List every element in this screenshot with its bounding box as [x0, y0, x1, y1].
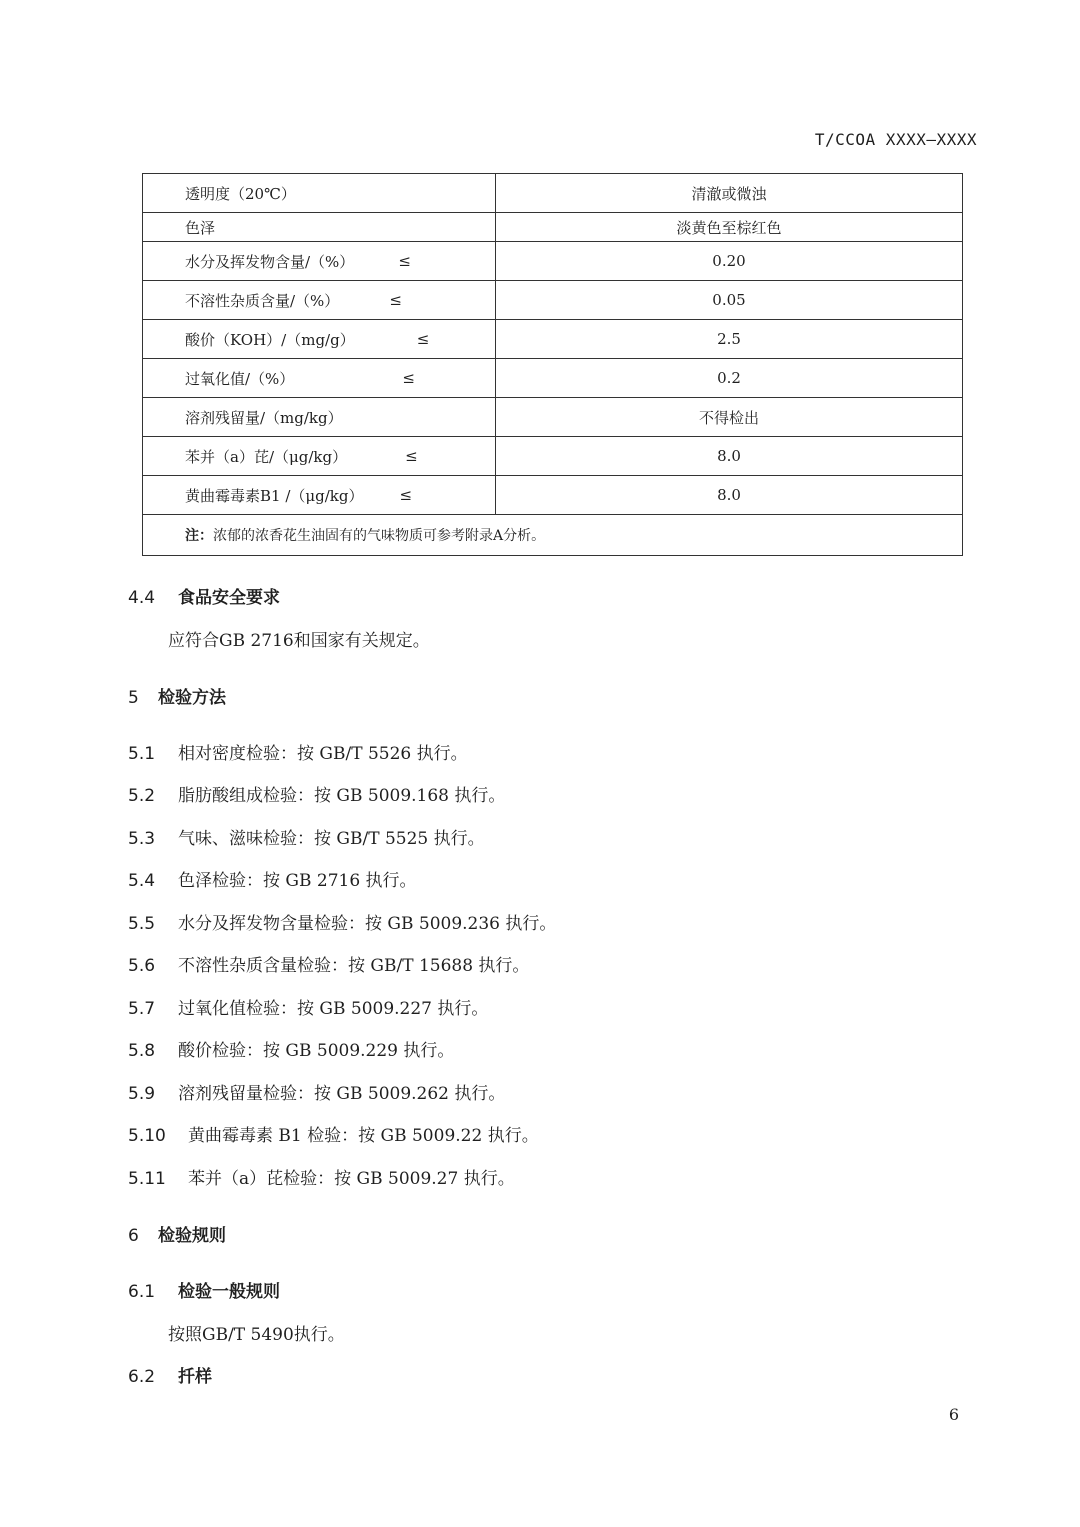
- row-label: 不溶性杂质含量/（%）: [185, 291, 340, 310]
- less-equal-sign: ≤: [398, 252, 411, 270]
- list-item: 5.4 色泽检验：按 GB 2716 执行。: [128, 871, 417, 891]
- table-row: [143, 213, 963, 242]
- less-equal-sign: ≤: [399, 486, 413, 504]
- section-6-1-heading: 6.1 检验一般规则: [128, 1282, 280, 1302]
- row-label: 黄曲霉毒素B1 /（μg/kg）: [185, 486, 364, 505]
- row-value: 0.05: [496, 281, 963, 320]
- section-4-4-text: 应符合GB 2716和国家有关规定。: [168, 631, 430, 651]
- table-note-row: [143, 515, 963, 556]
- list-item: 5.3 气味、滋味检验：按 GB/T 5525 执行。: [128, 829, 485, 849]
- list-item: 5.5 水分及挥发物含量检验：按 GB 5009.236 执行。: [128, 914, 557, 934]
- list-item: 5.9 溶剂残留量检验：按 GB 5009.262 执行。: [128, 1084, 506, 1104]
- section-5-heading: 5 检验方法: [128, 688, 226, 708]
- row-label: 色泽: [143, 213, 496, 242]
- note-text: 浓郁的浓香花生油固有的气味物质可参考附录A分析。: [213, 528, 546, 544]
- list-item: 5.1 相对密度检验：按 GB/T 5526 执行。: [128, 744, 468, 764]
- row-label: 过氧化值/（%）: [185, 369, 295, 388]
- section-6-1-text: 按照GB/T 5490执行。: [168, 1325, 345, 1345]
- table-row: [143, 359, 963, 398]
- row-label: 苯并（a）芘/（μg/kg）: [185, 447, 348, 466]
- row-value: 0.2: [496, 359, 963, 398]
- list-item: 5.2 脂肪酸组成检验：按 GB 5009.168 执行。: [128, 786, 506, 806]
- row-value: 淡黄色至棕红色: [496, 213, 963, 242]
- page-number: 6: [948, 1405, 959, 1424]
- list-item: 5.11 苯并（a）芘检验：按 GB 5009.27 执行。: [128, 1169, 515, 1189]
- section-6-heading: 6 检验规则: [128, 1226, 226, 1246]
- less-equal-sign: ≤: [389, 291, 402, 309]
- less-equal-sign: ≤: [416, 330, 430, 348]
- row-value: 0.20: [496, 242, 963, 281]
- less-equal-sign: ≤: [405, 447, 418, 465]
- row-value: 不得检出: [496, 398, 963, 437]
- note-prefix: 注：: [185, 528, 213, 544]
- list-item: 5.10 黄曲霉毒素 B1 检验：按 GB 5009.22 执行。: [128, 1126, 539, 1146]
- row-label: 溶剂残留量/（mg/kg）: [143, 398, 496, 437]
- row-label: 酸价（KOH）/（mg/g）: [185, 330, 355, 349]
- table-row: [143, 281, 963, 320]
- row-value: 清澈或微浊: [496, 174, 963, 213]
- row-label: 透明度（20℃）: [143, 174, 496, 213]
- section-6-2-heading: 6.2 扦样: [128, 1367, 212, 1387]
- list-item: 5.7 过氧化值检验：按 GB 5009.227 执行。: [128, 999, 489, 1019]
- list-item: 5.6 不溶性杂质含量检验：按 GB/T 15688 执行。: [128, 956, 530, 976]
- row-label: 水分及挥发物含量/（%）: [185, 252, 355, 271]
- table-row: [143, 398, 963, 437]
- row-value: 8.0: [496, 476, 963, 515]
- section-4-4-heading: 4.4 食品安全要求: [128, 588, 280, 608]
- row-value: 2.5: [496, 320, 963, 359]
- document-code: T/CCOA XXXX—XXXX: [814, 130, 977, 149]
- table-row: [143, 174, 963, 213]
- table-row: [143, 242, 963, 281]
- table-row: [143, 476, 963, 515]
- list-item: 5.8 酸价检验：按 GB 5009.229 执行。: [128, 1041, 455, 1061]
- row-value: 8.0: [496, 437, 963, 476]
- table-row: [143, 320, 963, 359]
- quality-spec-table: [142, 173, 963, 556]
- table-row: [143, 437, 963, 476]
- less-equal-sign: ≤: [402, 369, 415, 387]
